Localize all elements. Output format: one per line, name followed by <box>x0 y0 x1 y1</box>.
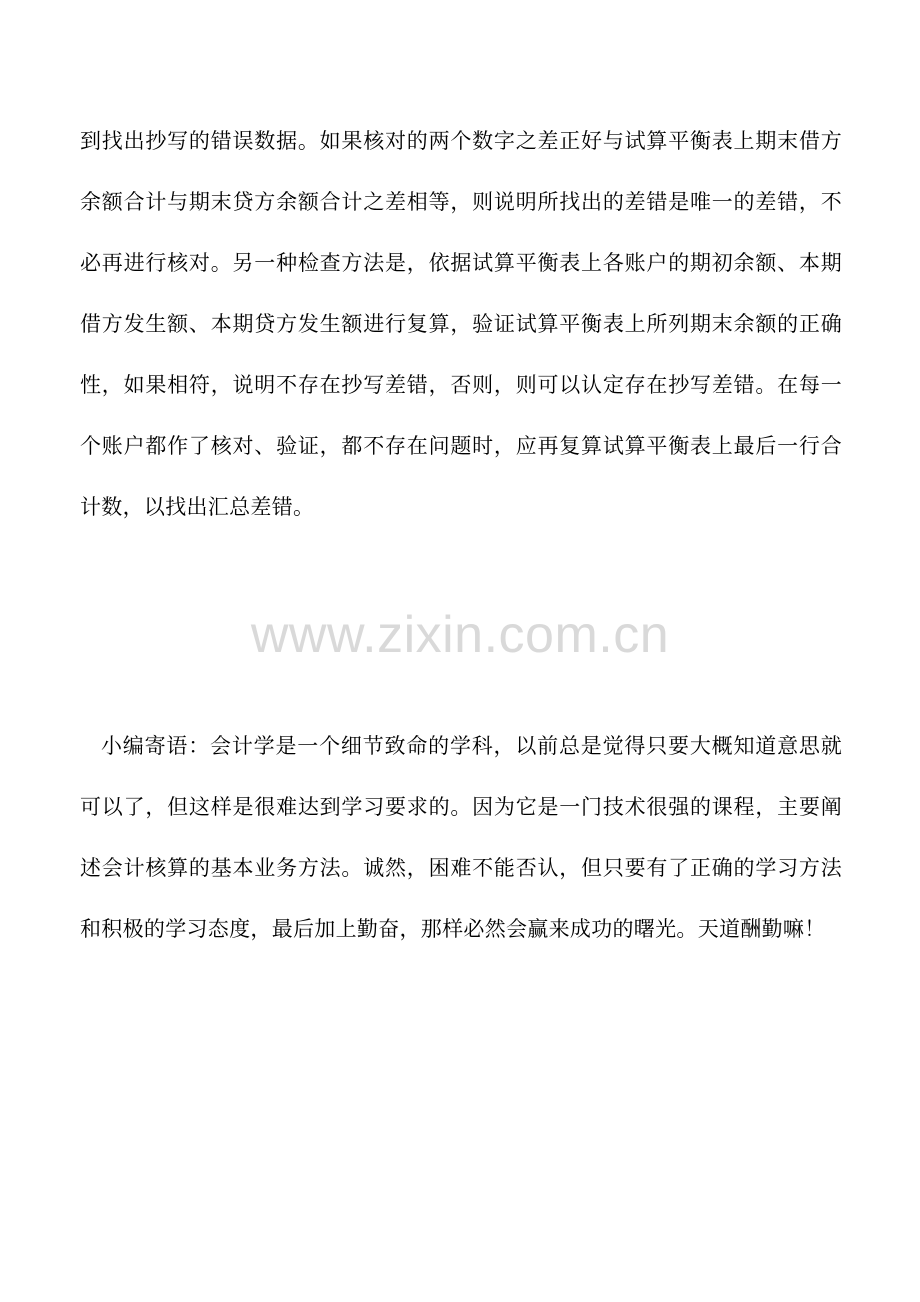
body-paragraph: 到找出抄写的错误数据。如果核对的两个数字之差正好与试算平衡表上期末借方余额合计与期末贷方余额合计之差相等，则说明所找出的差错是唯一的差错，不必再进行核对。另一种检查方法是，依据试算平衡表上各账户的期初余额、本期借方发生额、本期贷方发生额进行复算，验证试算平衡表上所列期末余额的正确性，如果相符，说明不存在抄写差错，否则，则可以认定存在抄写差错。在每一个账户都作了核对、验证，都不存在问题时，应再复算试算平衡表上最后一行合计数，以找出汇总差错。 <box>80 129 842 519</box>
watermark-text: www.zixin.com.cn <box>250 606 670 664</box>
editor-note-paragraph: 小编寄语：会计学是一个细节致命的学科，以前总是觉得只要大概知道意思就可以了，但这样是很难达到学习要求的。因为它是一门技术很强的课程，主要阐述会计核算的基本业务方法。诚然，困难不能否认，但只要有了正确的学习方法和积极的学习态度，最后加上勤奋，那样必然会赢来成功的曙光。天道酬勤嘛！ <box>80 734 842 941</box>
